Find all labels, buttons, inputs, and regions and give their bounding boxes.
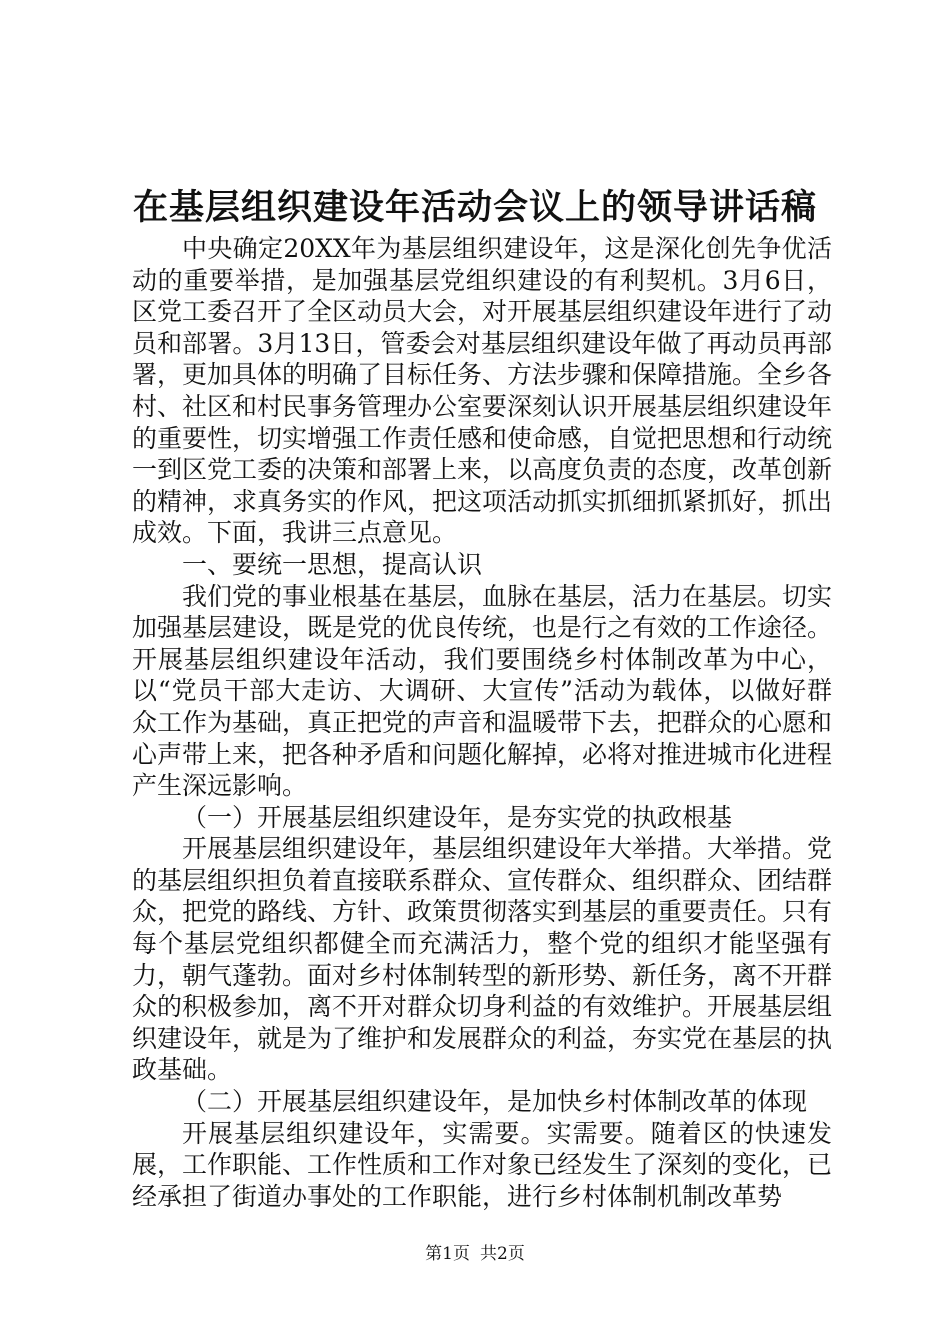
paragraph-subsection-1: 开展基层组织建设年，基层组织建设年大举措。大举措。党的基层组织担负着直接联系群众、宣传群众、组织群众、团结群众，把党的路线、方针、政策贯彻落实到基层的重要责任。只有每个基层党组织都健全而充满活力，整个党的组织才能坚强有力，朝气蓬勃。面对乡村体制转型的新形势、新任务，离不开群众的积极参加，离不开对群众切身利益的有效维护。开展基层组织建设年，就是为了维护和发展群众的利益，夯实党在基层的执政基础。: [132, 834, 833, 1085]
subsection-heading-1: （一）开展基层组织建设年，是夯实党的执政根基: [182, 802, 733, 832]
page-number: 第1页: [425, 1244, 470, 1264]
page-total: 共2页: [480, 1244, 525, 1264]
paragraph-subsection-2: 开展基层组织建设年，实需要。实需要。随着区的快速发展，工作职能、工作性质和工作对象已经发生了深刻的变化，已经承担了街道办事处的工作职能，进行乡村体制机制改革势: [132, 1118, 833, 1211]
paragraph-section-1: 我们党的事业根基在基层，血脉在基层，活力在基层。切实加强基层建设，既是党的优良传统，也是行之有效的工作途径。开展基层组织建设年活动，我们要围绕乡村体制改革为中心，以“党员干部大走访、大调研、大宣传”活动为载体，以做好群众工作为基础，真正把党的声音和温暖带下去，把群众的心愿和心声带上来，把各种矛盾和问题化解掉，必将对推进城市化进程产生深远影响。: [132, 581, 833, 801]
page-footer: [0, 1242, 950, 1266]
document-title: 在基层组织建设年活动会议上的领导讲话稿: [132, 187, 817, 228]
section-heading-1: 一、要统一思想，提高认识: [182, 549, 483, 579]
document-body: [132, 233, 832, 1212]
subsection-heading-2: （二）开展基层组织建设年，是加快乡村体制改革的体现: [182, 1087, 808, 1117]
paragraph-intro: 中央确定20XX年为基层组织建设年，这是深化创先争优活动的重要举措，是加强基层党组织建设的有利契机。3月6日，区党工委召开了全区动员大会，对开展基层组织建设年进行了动员和部署。3月13日，管委会对基层组织建设年做了再动员再部署，更加具体的明确了目标任务、方法步骤和保障措施。全乡各村、社区和村民事务管理办公室要深刻认识开展基层组织建设年的重要性，切实增强工作责任感和使命感，自觉把思想和行动统一到区党工委的决策和部署上来，以高度负责的态度，改革创新的精神，求真务实的作风，把这项活动抓实抓细抓紧抓好，抓出成效。下面，我讲三点意见。: [132, 234, 833, 548]
